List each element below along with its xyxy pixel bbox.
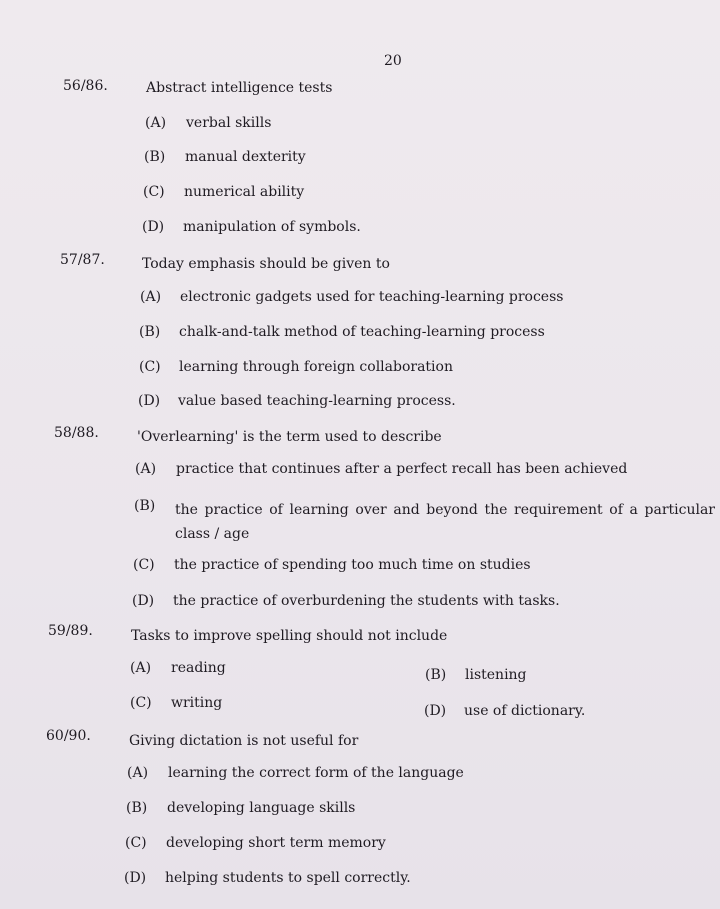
option-letter: (C) xyxy=(133,557,155,573)
option-letter: (B) xyxy=(139,324,161,340)
option-text: use of dictionary. xyxy=(464,703,586,719)
option-letter: (A) xyxy=(127,765,149,781)
question-text: 'Overlearning' is the term used to describe xyxy=(137,429,442,445)
question-number: 56/86. xyxy=(63,78,108,94)
option-letter: (A) xyxy=(135,461,157,477)
option-letter: (A) xyxy=(145,115,167,131)
question-text: Giving dictation is not useful for xyxy=(129,733,359,749)
option-letter: (D) xyxy=(138,393,161,409)
option-text: practice that continues after a perfect recall has been achieved xyxy=(176,461,628,477)
option-letter: (D) xyxy=(132,593,155,609)
option-text: manipulation of symbols. xyxy=(183,219,361,235)
option-text: learning through foreign collaboration xyxy=(179,359,453,375)
option-text: learning the correct form of the language xyxy=(168,765,464,781)
option-letter: (D) xyxy=(424,703,447,719)
option-text: developing short term memory xyxy=(166,835,386,851)
option-text: electronic gadgets used for teaching-learning process xyxy=(180,289,564,305)
option-text: listening xyxy=(465,667,527,683)
question-text: Tasks to improve spelling should not include xyxy=(131,628,448,644)
option-text: reading xyxy=(171,660,226,676)
question-number: 58/88. xyxy=(54,425,99,441)
option-letter: (C) xyxy=(139,359,161,375)
option-text: the practice of overburdening the students with tasks. xyxy=(173,593,560,609)
option-letter: (B) xyxy=(144,149,166,165)
option-text: verbal skills xyxy=(186,115,272,131)
option-text: value based teaching-learning process. xyxy=(178,393,456,409)
option-letter: (C) xyxy=(130,695,152,711)
option-letter: (A) xyxy=(130,660,152,676)
page-number: 20 xyxy=(384,53,402,69)
question-text: Abstract intelligence tests xyxy=(146,80,333,96)
option-text: helping students to spell correctly. xyxy=(165,870,411,886)
option-text: the practice of learning over and beyond the requirement of a particular class / age xyxy=(175,502,715,542)
option-letter: (D) xyxy=(124,870,147,886)
option-letter: (C) xyxy=(143,184,165,200)
option-text: chalk-and-talk method of teaching-learning process xyxy=(179,324,545,340)
option-text: manual dexterity xyxy=(185,149,306,165)
question-number: 60/90. xyxy=(46,728,91,744)
option-text: developing language skills xyxy=(167,800,356,816)
option-text: writing xyxy=(171,695,223,711)
option-letter: (C) xyxy=(125,835,147,851)
question-number: 57/87. xyxy=(60,252,105,268)
option-letter: (A) xyxy=(140,289,162,305)
option-text: the practice of spending too much time on studies xyxy=(174,557,531,573)
option-text: numerical ability xyxy=(184,184,305,200)
option-letter: (B) xyxy=(134,498,156,514)
question-number: 59/89. xyxy=(48,623,93,639)
option-letter: (B) xyxy=(425,667,447,683)
option-letter: (B) xyxy=(126,800,148,816)
option-letter: (D) xyxy=(142,219,165,235)
question-text: Today emphasis should be given to xyxy=(142,256,390,272)
